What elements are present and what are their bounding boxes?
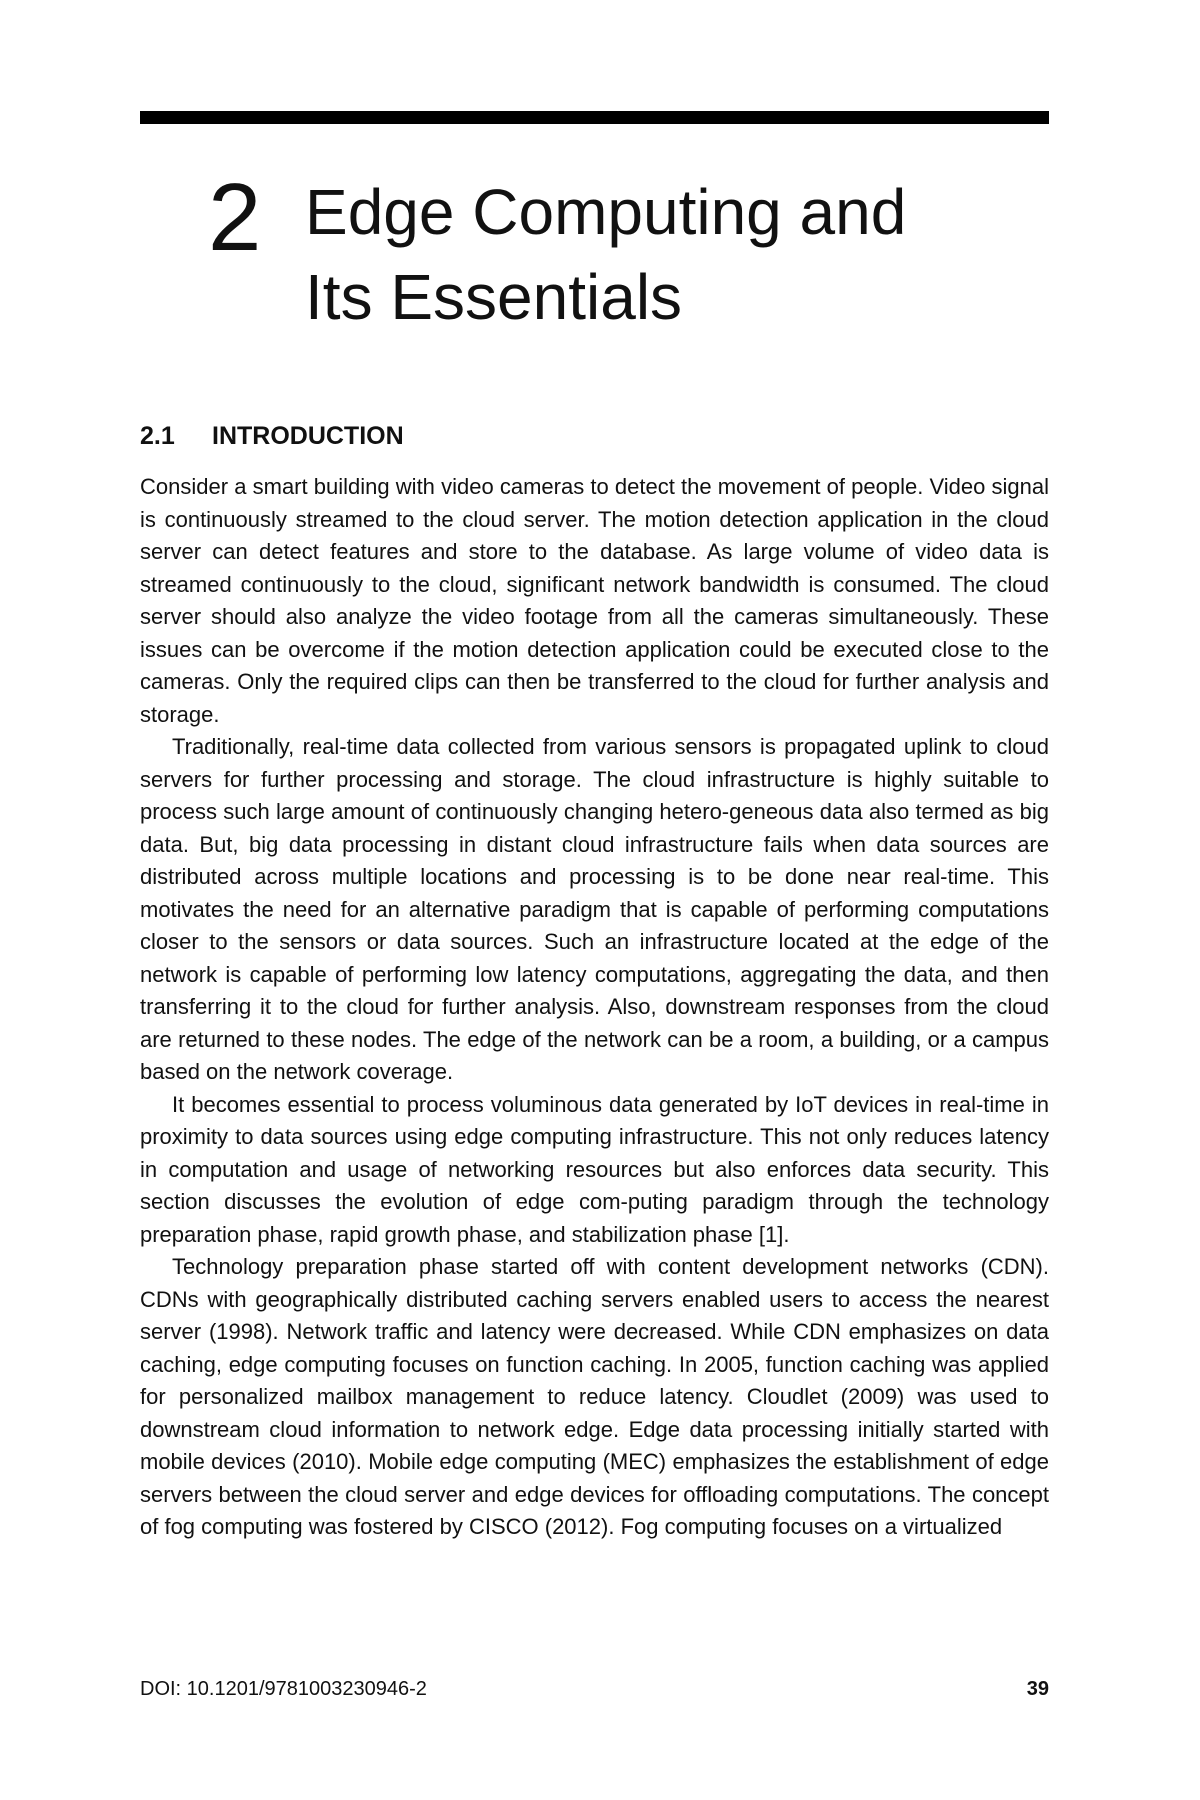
body-text	[140, 471, 1049, 1544]
paragraph-2: Traditionally, real-time data collected from various sensors is propagated uplink to cloud servers for further processing and storage. The cloud infrastructure is highly suitable to process such large amount of continuously changing hetero-geneous data also termed as big data. But, big data processing in distant cloud infrastructure fails when data sources are distributed across multiple locations and processing is to be done near real-time. This motivates the need for an alternative paradigm that is capable of performing computations closer to the sensors or data sources. Such an infrastructure located at the edge of the network is capable of performing low latency computations, aggregating the data, and then transferring it to the cloud for further analysis. Also, downstream responses from the cloud are returned to these nodes. The edge of the network can be a room, a building, or a campus based on the network coverage.	[140, 734, 1049, 1084]
chapter-number: 2	[208, 164, 262, 271]
chapter-title	[305, 170, 1025, 340]
section-heading	[140, 422, 404, 451]
paragraph-1: Consider a smart building with video cameras to detect the movement of people. Video signal is continuously streamed to the cloud server. The motion detection application in the cloud server can detect features and store to the database. As large volume of video data is streamed continuously to the cloud, significant network bandwidth is consumed. The cloud server should also analyze the video footage from all the cameras simultaneously. These issues can be overcome if the motion detection application could be executed close to the cameras. Only the required clips can then be transferred to the cloud for further analysis and storage.	[140, 474, 1049, 727]
paragraph-3: It becomes essential to process voluminous data generated by IoT devices in real-time in proximity to data sources using edge computing infrastructure. This not only reduces latency in computation and usage of networking resources but also enforces data security. This section discusses the evolution of edge com-puting paradigm through the technology preparation phase, rapid growth phase, and stabilization phase [1].	[140, 1091, 1049, 1247]
footer-doi: DOI: 10.1201/9781003230946-2	[140, 1678, 427, 1700]
chapter-title-line-2: Its Essentials	[305, 261, 683, 333]
page-number: 39	[1026, 1678, 1049, 1700]
section-title: INTRODUCTION	[212, 422, 404, 450]
chapter-title-line-1: Edge Computing and	[305, 176, 907, 248]
paragraph-4: Technology preparation phase started off with content development networks (CDN). CDNs with geographically distributed caching servers enabled users to access the nearest server (1998). Network traffic and latency were decreased. While CDN emphasizes on data caching, edge computing focuses on function caching. In 2005, function caching was applied for personalized mailbox management to reduce latency. Cloudlet (2009) was used to downstream cloud information to network edge. Edge data processing initially started with mobile devices (2010). Mobile edge computing (MEC) emphasizes the establishment of edge servers between the cloud server and edge devices for offloading computations. The concept of fog computing was fostered by CISCO (2012). Fog computing focuses on a virtualized	[140, 1254, 1049, 1539]
section-number: 2.1	[140, 422, 175, 450]
chapter-top-rule	[140, 111, 1049, 124]
